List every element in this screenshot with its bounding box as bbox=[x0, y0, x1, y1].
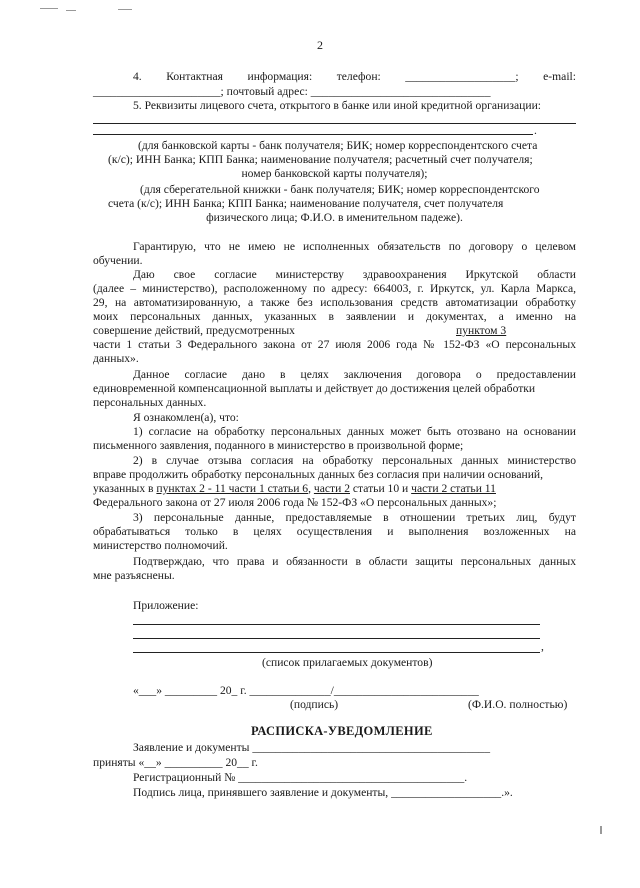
acknowledge-item: письменного заявления, поданного в министерство в произвольной форме; bbox=[93, 439, 464, 452]
line-end-comma: , bbox=[541, 640, 544, 653]
line-end-period: . bbox=[534, 124, 537, 137]
consent-text: части 1 статьи 3 Федерального закона от 27 июля 2006 года № 152-ФЗ «О персональных bbox=[93, 338, 576, 351]
blank-line bbox=[93, 134, 533, 135]
acknowledge-intro: Я ознакомлен(а), что: bbox=[133, 411, 239, 424]
blank-line bbox=[93, 123, 576, 124]
acknowledge-item: обрабатываться только в целях осуществления и выполнения возложенных на bbox=[93, 525, 576, 538]
acknowledge-item: 3) персональные данные, предоставляемые в отношении третьих лиц, будут bbox=[133, 511, 576, 524]
law-reference-link[interactable]: части 2 статьи 11 bbox=[411, 482, 496, 495]
acknowledge-item: вправе продолжить обработку персональных данных без согласия при наличии оснований, bbox=[93, 468, 544, 481]
purpose-text: персональных данных. bbox=[93, 396, 207, 409]
scan-mark bbox=[600, 826, 602, 834]
acknowledge-item: 2) в случае отзыва согласия на обработку персональных данных министерство bbox=[133, 454, 576, 467]
consent-text: 29, на автоматизированную, а также без использования средств автоматизации обработку bbox=[93, 296, 576, 309]
confirm-text: Подтверждаю, что права и обязанности в области защиты персональных данных bbox=[133, 555, 576, 568]
confirm-text: мне разъяснены. bbox=[93, 569, 175, 582]
consent-text: данных». bbox=[93, 352, 139, 365]
savings-note-line: счета (к/с); ИНН Банка; КПП Банка; наименование получателя, счет получателя bbox=[108, 197, 504, 210]
savings-note-line: физического лица; Ф.И.О. в именительном падеже). bbox=[206, 211, 463, 224]
receipt-line: Регистрационный № _______________________________________. bbox=[133, 771, 468, 784]
acknowledge-item: министерство полномочий. bbox=[93, 539, 228, 552]
attachment-line bbox=[133, 638, 540, 639]
consent-text: Даю свое согласие министерству здравоохранения Иркутской области bbox=[133, 268, 576, 281]
receipt-line: приняты «__» __________ 20__ г. bbox=[93, 756, 258, 769]
scan-mark bbox=[118, 9, 132, 10]
law-reference-link[interactable]: пунктах 2 - 11 части 1 статьи 6 bbox=[156, 482, 309, 495]
purpose-text: Данное согласие дано в целях заключения договора о предоставлении bbox=[133, 368, 576, 381]
card-note-line: (к/с); ИНН Банка; КПП Банка; наименование получателя; расчетный счет получателя; bbox=[108, 153, 533, 166]
savings-note-line: (для сберегательной книжки - банк получателя; БИК; номер корреспондентского bbox=[140, 183, 540, 196]
acknowledge-text: статьи 10 и bbox=[350, 482, 412, 495]
receipt-line: Подпись лица, принявшего заявление и документы, ___________________.». bbox=[133, 786, 513, 799]
signature-date-line: «___» _________ 20_ г. ______________/_________________________ bbox=[133, 684, 479, 697]
attachment-label: Приложение: bbox=[133, 599, 199, 612]
law-reference-link[interactable]: части 2 bbox=[313, 482, 350, 495]
postal-address-line: ______________________; почтовый адрес: _______________________________ bbox=[93, 85, 491, 98]
consent-text: совершение действий, предусмотренных bbox=[93, 324, 295, 337]
consent-text: (далее – министерство), расположенному по адресу: 664003, г. Иркутск, ул. Карла Маркса, bbox=[93, 282, 576, 295]
acknowledge-text: , bbox=[308, 482, 314, 495]
acknowledge-item: Федерального закона от 27 июля 2006 года № 152-ФЗ «О персональных данных»; bbox=[93, 496, 497, 509]
guarantee-text: Гарантирую, что не имею не исполненных обязательств по договору о целевом bbox=[133, 240, 576, 253]
attachment-line bbox=[133, 652, 540, 653]
law-reference-link[interactable]: пунктом 3 bbox=[456, 324, 507, 337]
attachment-caption: (список прилагаемых документов) bbox=[262, 656, 433, 669]
scan-mark bbox=[66, 10, 76, 11]
consent-text: моих персональных данных, указанных в заявлении и документах, а именно на bbox=[93, 310, 576, 323]
full-name-caption: (Ф.И.О. полностью) bbox=[468, 698, 568, 711]
acknowledge-item bbox=[93, 482, 496, 496]
bank-details-heading: 5. Реквизиты лицевого счета, открытого в банке или иной кредитной организации: bbox=[133, 99, 541, 112]
attachment-line bbox=[133, 624, 540, 625]
acknowledge-item: 1) согласие на обработку персональных данных может быть отозвано на основании bbox=[133, 425, 576, 438]
purpose-text: единовременной компенсационной выплаты и действует до достижения целей обработки bbox=[93, 382, 536, 395]
contact-info-line: 4. Контактная информация: телефон: ___________________; e-mail: bbox=[133, 70, 576, 83]
acknowledge-text: указанных в bbox=[93, 482, 157, 495]
card-note-line: (для банковской карты - банк получателя; БИК; номер корреспондентского счета bbox=[138, 139, 538, 152]
guarantee-text: обучении. bbox=[93, 254, 143, 267]
card-note-line: номер банковской карты получателя); bbox=[241, 167, 428, 180]
scan-mark bbox=[40, 8, 58, 9]
signature-caption: (подпись) bbox=[290, 698, 339, 711]
receipt-title: РАСПИСКА-УВЕДОМЛЕНИЕ bbox=[251, 724, 433, 738]
receipt-line: Заявление и документы _________________________________________ bbox=[133, 741, 491, 754]
page-number: 2 bbox=[317, 38, 323, 52]
